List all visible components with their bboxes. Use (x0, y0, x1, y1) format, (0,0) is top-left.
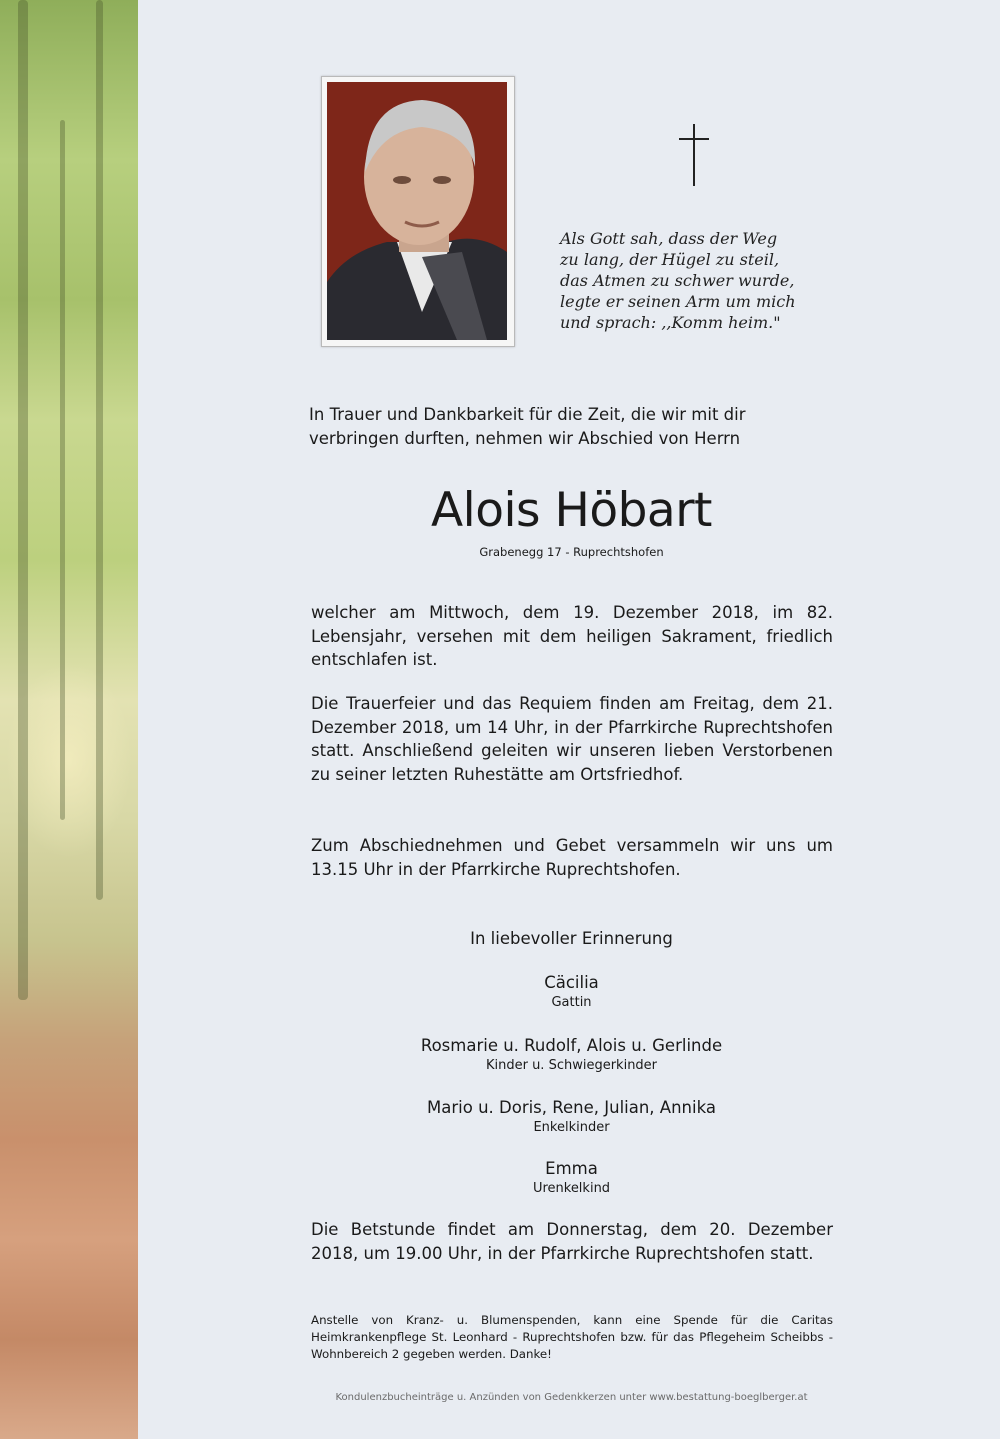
intro-line: verbringen durften, nehmen wir Abschied von Herrn (309, 429, 741, 448)
forest-path-image (0, 0, 138, 1439)
memory-title: In liebevoller Erinnerung (470, 929, 673, 948)
funeral-paragraph: Die Trauerfeier und das Requiem finden am Freitag, dem 21. Dezember 2018, um 14 Uhr, in der Pfarrkirche Ruprechtshofen statt. Anschließend geleiten wir unseren lieben Verstorbenen zu seiner letzten Ruhestätte am Ortsfriedhof. (311, 694, 833, 784)
family-names: Emma (545, 1159, 598, 1178)
farewell-paragraph: Zum Abschiednehmen und Gebet versammeln wir uns um 13.15 Uhr in der Pfarrkirche Ruprechtshofen. (311, 836, 833, 879)
family-role: Gattin (551, 995, 592, 1010)
death-paragraph: welcher am Mittwoch, dem 19. Dezember 2018, im 82. Lebensjahr, versehen mit dem heiligen Sakrament, friedlich entschlafen ist. (311, 603, 833, 669)
family-names: Cäcilia (544, 973, 599, 992)
portrait-frame (321, 76, 515, 347)
quote-line: Als Gott sah, dass der Weg (560, 229, 778, 248)
prayer-paragraph: Die Betstunde findet am Donnerstag, dem 20. Dezember 2018, um 19.00 Uhr, in der Pfarrkirche Ruprechtshofen statt. (311, 1220, 833, 1263)
donation-note: Anstelle von Kranz- u. Blumenspenden, kann eine Spende für die Caritas Heimkrankenpflege St. Leonhard - Ruprechtshofen bzw. für das Pflegeheim Scheibbs - Wohnbereich 2 gegeben werden. Danke! (311, 1313, 833, 1361)
quote-line: legte er seinen Arm um mich (560, 292, 796, 311)
family-names: Mario u. Doris, Rene, Julian, Annika (427, 1098, 716, 1117)
cross-icon (676, 124, 712, 186)
footer-note: Kondulenzbucheinträge u. Anzünden von Gedenkkerzen unter www.bestattung-boeglberger.at (335, 1392, 808, 1403)
memorial-quote (560, 228, 830, 333)
intro-line: In Trauer und Dankbarkeit für die Zeit, die wir mit dir (309, 405, 746, 424)
quote-line: das Atmen zu schwer wurde, (560, 271, 795, 290)
family-group (309, 1158, 834, 1198)
family-role: Kinder u. Schwiegerkinder (485, 1058, 658, 1073)
deceased-name: Alois Höbart (431, 483, 712, 538)
family-group (309, 972, 834, 1012)
family-role: Enkelkinder (533, 1120, 610, 1135)
quote-line: und sprach: ,,Komm heim." (560, 313, 781, 332)
family-group (309, 1035, 834, 1075)
family-group (309, 1097, 834, 1137)
family-role: Urenkelkind (532, 1181, 611, 1196)
portrait-photo (327, 82, 507, 340)
intro-text (309, 403, 834, 451)
family-names: Rosmarie u. Rudolf, Alois u. Gerlinde (420, 1036, 723, 1055)
deceased-address: Grabenegg 17 - Ruprechtshofen (479, 545, 664, 559)
quote-line: zu lang, der Hügel zu steil, (560, 250, 780, 269)
